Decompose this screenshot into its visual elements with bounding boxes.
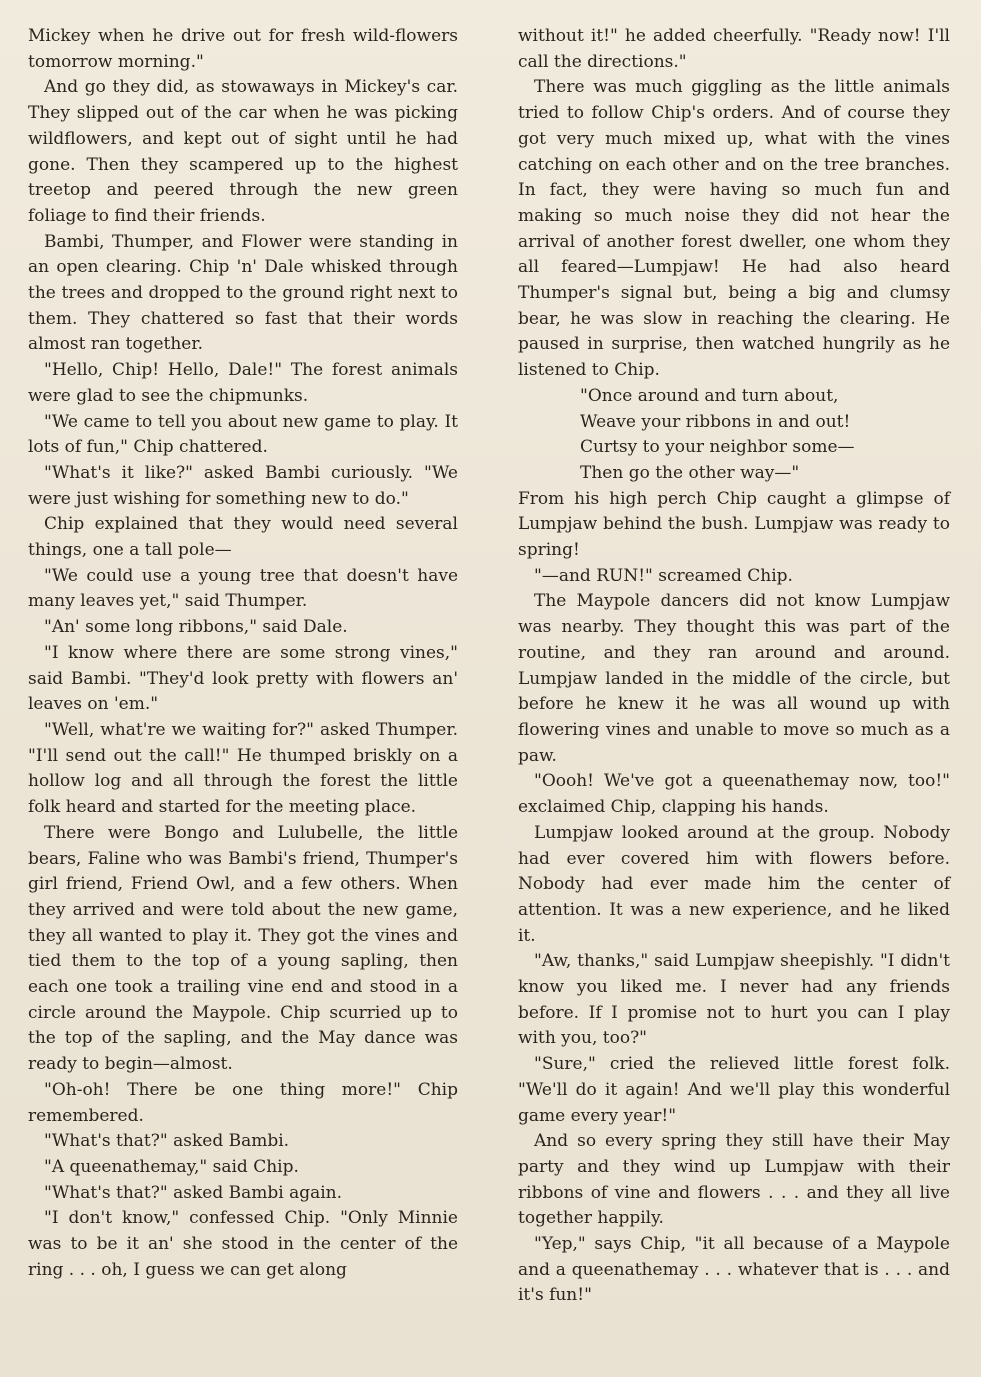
story-paragraph: "Yep," says Chip, "it all because of a Maypole and a queenathemay . . . whatever that is . . . and it's fun!" — [518, 1234, 950, 1306]
story-paragraph: "Oooh! We've got a queenathemay now, too!" exclaimed Chip, clapping his hands. — [518, 771, 950, 818]
verse-line: Curtsy to your neighbor some— — [580, 437, 855, 458]
story-paragraph: without it!" he added cheerfully. "Ready now! I'll call the directions." — [518, 26, 950, 72]
story-paragraph: "A queenathemay," said Chip. — [44, 1156, 299, 1177]
verse-line: "Once around and turn about, — [580, 385, 839, 406]
story-paragraph: "Aw, thanks," said Lumpjaw sheepishly. "I didn't know you liked me. I never had any friends before. If I promise not to hurt you can I play with you, too?" — [518, 951, 950, 1049]
story-paragraph: "What's that?" asked Bambi again. — [44, 1182, 343, 1203]
left-text-column — [28, 24, 458, 1283]
story-paragraph: "Sure," cried the relieved little forest folk. "We'll do it again! And we'll play this wonderful game every year!" — [518, 1054, 950, 1126]
verse-line: Then go the other way—" — [580, 462, 800, 483]
story-paragraph: There were Bongo and Lulubelle, the little bears, Faline who was Bambi's friend, Thumper's girl friend, Friend Owl, and a few others. When they arrived and were told about the new game, they all wanted to play it. They got the vines and tied them to the top of a young sapling, then each one took a trailing vine end and stood in a circle around the Maypole. Chip scurried up to the top of the sapling, and the May dance was ready to begin—almost. — [28, 822, 458, 1075]
story-paragraph: Lumpjaw looked around at the group. Nobody had ever covered him with flowers before. Nobody had ever made him the center of attention. It was a new experience, and he liked it. — [518, 822, 950, 946]
story-paragraph: "We came to tell you about new game to play. It lots of fun," Chip chattered. — [28, 411, 458, 458]
story-paragraph: And so every spring they still have their May party and they wind up Lumpjaw with their ribbons of vine and flowers . . . and they all live together happily. — [518, 1131, 950, 1229]
story-paragraph: "Hello, Chip! Hello, Dale!" The forest animals were glad to see the chipmunks. — [28, 360, 458, 406]
story-paragraph: "An' some long ribbons," said Dale. — [44, 617, 348, 638]
story-paragraph: And go they did, as stowaways in Mickey's car. They slipped out of the car when he was picking wildflowers, and kept out of sight until he had gone. Then they scampered up to the highest treetop and peered through the new green foliage to find their friends. — [28, 77, 458, 226]
story-paragraph: "What's that?" asked Bambi. — [44, 1131, 290, 1152]
story-paragraph: "I know where there are some strong vines," said Bambi. "They'd look pretty with flowers an' leaves on 'em." — [28, 642, 458, 715]
story-paragraph: Mickey when he drive out for fresh wild-flowers tomorrow morning." — [28, 26, 458, 72]
right-column-closing — [518, 487, 950, 1310]
story-paragraph: "Oh-oh! There be one thing more!" Chip remembered. — [28, 1079, 458, 1126]
right-column-opening — [518, 24, 950, 384]
story-paragraph: "What's it like?" asked Bambi curiously. "We were just wishing for something new to do." — [28, 462, 458, 509]
verse-line: Weave your ribbons in and out! — [580, 411, 851, 432]
story-paragraph: Chip explained that they would need several things, one a tall pole— — [28, 514, 458, 561]
story-paragraph: There was much giggling as the little animals tried to follow Chip's orders. And of course they got very much mixed up, what with the vines catching on each other and on the tree branches. In fact, they were having so much fun and making so much noise they did not hear the arrival of another forest dweller, one whom they all feared—Lumpjaw! He had also heard Thumper's signal but, being a big and clumsy bear, he was slow in reaching the clearing. He paused in surprise, then watched hungrily as he listened to Chip. — [518, 77, 950, 381]
story-paragraph: "I don't know," confessed Chip. "Only Minnie was to be it an' she stood in the center of the ring . . . oh, I guess we can get along — [28, 1208, 458, 1280]
story-paragraph: The Maypole dancers did not know Lumpjaw was nearby. They thought this was part of the routine, and they ran around and around. Lumpjaw landed in the middle of the circle, but before he knew it he was all wound up with flowering vines and unable to move so much as a paw. — [518, 591, 950, 766]
story-paragraph: From his high perch Chip caught a glimpse of Lumpjaw behind the bush. Lumpjaw was ready to spring! — [518, 488, 950, 561]
story-paragraph: "We could use a young tree that doesn't have many leaves yet," said Thumper. — [28, 565, 458, 612]
right-text-column — [518, 24, 950, 1309]
story-paragraph: "—and RUN!" screamed Chip. — [534, 565, 793, 586]
story-paragraph: "Well, what're we waiting for?" asked Thumper. "I'll send out the call!" He thumped briskly on a hollow log and all through the forest the little folk heard and started for the meeting place. — [28, 719, 458, 818]
maypole-verse — [518, 384, 950, 487]
story-paragraph: Bambi, Thumper, and Flower were standing in an open clearing. Chip 'n' Dale whisked through the trees and dropped to the ground right next to them. They chattered so fast that their words almost ran together. — [28, 231, 458, 355]
